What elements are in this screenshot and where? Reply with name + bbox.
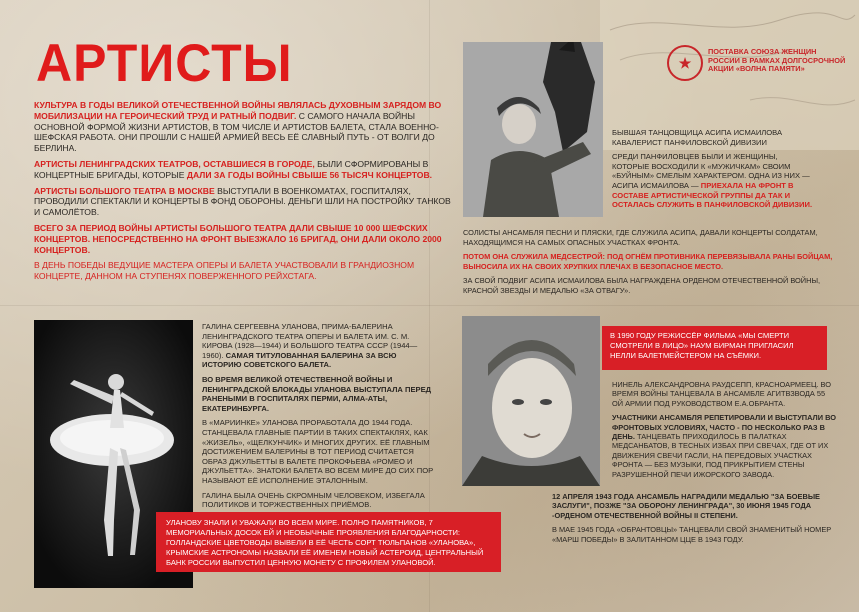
ismailova-photo bbox=[463, 42, 603, 217]
raudsepp-photo bbox=[462, 316, 600, 486]
ulanova-intro: ГАЛИНА СЕРГЕЕВНА УЛАНОВА, ПРИМА-БАЛЕРИНА ЛЕНИНГРАДСКОГО ТЕАТРА ОПЕРЫ И БАЛЕТА ИМ. С. М. КИРОВА (1928—1944) И БОЛЬШОГО ТЕАТРА СССР (1944—1960). bbox=[202, 322, 418, 360]
page-title: АРТИСТЫ bbox=[36, 33, 293, 93]
bolshoi-totals: ВСЕГО ЗА ПЕРИОД ВОЙНЫ АРТИСТЫ БОЛЬШОГО ТЕАТРА ДАЛИ СВЫШЕ 10 000 ШЕФСКИХ КОНЦЕРТОВ. НЕПОСРЕДСТВЕННО НА ФРОНТ ВЫЕЗЖАЛО 16 БРИГАД, ОНИ ДАЛИ ОКОЛО 2000 КОНЦЕРТОВ. bbox=[34, 222, 442, 255]
ismailova-story-red: ПРИЕХАЛА НА ФРОНТ В СОСТАВЕ АРТИСТИЧЕСКОЙ ГРУППЫ ДА ТАК И ОСТАЛАСЬ СЛУЖИТЬ В ПАНФИЛОВСКОЙ ДИВИЗИИ. bbox=[612, 180, 813, 210]
raudsepp-ensemble-text: ТАНЦЕВАТЬ ПРИХОДИЛОСЬ В ПАЛАТКАХ МЕДСАНБАТОВ, В ТЕСНЫХ ИЗБАХ ПРИ СВЕЧАХ, ГДЕ ОТ ИХ ДВИЖЕНИЯ СВЕЧИ ГАСЛИ, НА ПЕРЕДОВЫХ УЧАСТКАХ ФРОНТА — БЕЗ МУЗЫКИ, ПОД ПРИКРЫТИЕМ СТЕНЫ РАЗРУШЕННОЙ ПЕЧИ ИЖОРСКОГО ЗАВОДА. bbox=[612, 432, 829, 479]
ulanova-fact-box: УЛАНОВУ ЗНАЛИ И УВАЖАЛИ ВО ВСЕМ МИРЕ. ПОЛНО ПАМЯТНИКОВ, 7 МЕМОРИАЛЬНЫХ ДОСОК ЕЙ И НЕОБЫЧНЫЕ ПРОЯВЛЕНИЯ БЛАГОДАРНОСТИ: ГОЛЛАНДСКИЕ ЦВЕТОВОДЫ ВЫВЕЛИ В ЕЁ ЧЕСТЬ СОРТ ТЮЛЬПАНОВ «УЛАНОВА», КРЫМСКИЕ АСТРОНОМЫ НАЗВАЛИ ЕЁ ИМЕНЕМ НОВЫЙ АСТЕРОИД, ЦЕНТРАЛЬНЫЙ БАНК РОССИИ ВЫПУСТИЛ ЦЕННУЮ МОНЕТУ С ПРОФИЛЕМ УЛАНОВОЙ. bbox=[156, 512, 501, 572]
ismailova-bio bbox=[612, 128, 817, 215]
victory-day-text: В ДЕНЬ ПОБЕДЫ ВЕДУЩИЕ МАСТЕРА ОПЕРЫ И БАЛЕТА УЧАСТВОВАЛИ В ГРАНДИОЗНОМ КОНЦЕРТЕ, ДАННОМ НА СТУПЕНЯХ ПОВЕРЖЕННОГО РЕЙХСТАГА. bbox=[34, 260, 415, 282]
raudsepp-fact-box: В 1990 ГОДУ РЕЖИССЁР ФИЛЬМА «МЫ СМЕРТИ СМОТРЕЛИ В ЛИЦО» НАУМ БИРМАН ПРИГЛАСИЛ НЕЛЛИ БАЛЕТМЕЙСТЕРОМ НА СЪЁМКИ. bbox=[602, 326, 827, 370]
ulanova-mariinsky-text: В «МАРИИНКЕ» УЛАНОВА ПРОРАБОТАЛА ДО 1944 ГОДА. СТАНЦЕВАЛА ГЛАВНЫЕ ПАРТИИ В ТАКИХ СПЕКТАКЛЯХ, КАК «ЖИЗЕЛЬ», «ЩЕЛКУНЧИК» И МНОГИХ ДРУГИХ. ЕЁ ГЛАВНЫМ ДОСТИЖЕНИЕМ БАЛЕРИНЫ В ТОТ ПЕРИОД СЧИТАЕТСЯ ОБРАЗ ДЖУЛЬЕТТЫ В БАЛЕТЕ ПРОКОФЬЕВА «РОМЕО И ДЖУЛЬЕТТА». ЗНАТОКИ БАЛЕТА ВО ВСЕМ МИРЕ ДО СИХ ПОР НАЗЫВАЮТ ЕЁ ИСПОЛНЕНИЕ ЭТАЛОННЫМ. bbox=[202, 418, 434, 485]
intro-lead-cont: С САМОГО НАЧАЛА ВОЙНЫ ОСНОВНОЙ ФОРМОЙ ЖИЗНИ АРТИСТОВ, В ТОМ ЧИСЛЕ И АРТИСТОВ БАЛЕТА, СТАЛА ВОЕННО-ШЕФСКАЯ РАБОТА. ОНИ ПРОШЛИ С НАШЕЙ АРМИЕЙ ВЕСЬ ЕЁ СЛАВНЫЙ ПУТЬ - ОТ ВОЛГИ ДО БЕРЛИНА. bbox=[34, 110, 439, 154]
leningrad-theatres-text: БЫЛИ СФОРМИРОВАНЫ В КОНЦЕРТНЫЕ БРИГАДЫ, КОТОРЫЕ bbox=[34, 158, 429, 180]
ulanova-war-text: ВО ВРЕМЯ ВЕЛИКОЙ ОТЕЧЕСТВЕННОЙ ВОЙНЫ И ЛЕНИНГРАДСКОЙ БЛОКАДЫ УЛАНОВА ВЫСТУПАЛА ПЕРЕД РАНЕНЫМИ В ГОСПИТАЛЯХ ПЕРМИ, АЛМА-АТЫ, ЕКАТЕРИНБУРГА. bbox=[202, 374, 432, 413]
intro-text bbox=[34, 100, 454, 287]
raudsepp-awards-text: 12 АПРЕЛЯ 1943 ГОДА АНСАМБЛЬ НАГРАДИЛИ МЕДАЛЬЮ "ЗА БОЕВЫЕ ЗАСЛУГИ", ПОЗЖЕ "ЗА ОБОРОНУ ЛЕНИНГРАДА", 30 ИЮНЯ 1945 ГОДА -ОРДЕНОМ ОТЕЧЕСТВЕННОЙ ВОЙНЫ II СТЕПЕНИ. bbox=[552, 492, 820, 520]
intro-lead: КУЛЬТУРА В ГОДЫ ВЕЛИКОЙ ОТЕЧЕСТВЕННОЙ ВОЙНЫ ЯВЛЯЛАСЬ ДУХОВНЫМ ЗАРЯДОМ ВО МОБИЛИЗАЦИИ НА ГЕРОИЧЕСКИЙ ТРУД И РАТНЫЙ ПОДВИГ. bbox=[34, 100, 442, 121]
bolshoi-text: ВЫСТУПАЛИ В ВОЕНКОМАТАХ, ГОСПИТАЛЯХ, ПРОВОДИЛИ СПЕКТАКЛИ И КОНЦЕРТЫ В ФОНД ОБОРОНЫ. ДЕНЬГИ ШЛИ НА ПОСТРОЙКУ ТАНКОВ И САМОЛЁТОВ. bbox=[34, 185, 451, 218]
star-seal-icon: ★ bbox=[667, 45, 703, 81]
ismailova-ensemble bbox=[463, 228, 838, 301]
raudsepp-awards bbox=[552, 492, 837, 549]
leningrad-theatres-lead: АРТИСТЫ ЛЕНИНГРАДСКИХ ТЕАТРОВ, ОСТАВШИЕСЯ В ГОРОДЕ, bbox=[34, 158, 315, 169]
ismailova-ensemble-text: СОЛИСТЫ АНСАМБЛЯ ПЕСНИ И ПЛЯСКИ, ГДЕ СЛУЖИЛА АСИПА, ДАВАЛИ КОНЦЕРТЫ СОЛДАТАМ, НАХОДЯЩИМСЯ НА САМЫХ ОПАСНЫХ УЧАСТКАХ ФРОНТА. bbox=[463, 228, 818, 247]
ismailova-story: СРЕДИ ПАНФИЛОВЦЕВ БЫЛИ И ЖЕНЩИНЫ, КОТОРЫЕ ВОСХОДИЛИ К «МУЖИЧКАМ» СВОИМ «БУЙНЫМ» СМЕЛЫМ ХАРАКТЕРОМ. ОДНА ИЗ НИХ — АСИПА ИСМАИЛОВА — bbox=[612, 152, 810, 190]
ismailova-intro: БЫВШАЯ ТАНЦОВЩИЦА АСИПА ИСМАИЛОВА КАВАЛЕРИСТ ПАНФИЛОВСКОЙ ДИВИЗИИ bbox=[612, 128, 783, 147]
ulanova-title-note: САМАЯ ТИТУЛОВАННАЯ БАЛЕРИНА ЗА ВСЮ ИСТОРИЮ СОВЕТСКОГО БАЛЕТА. bbox=[202, 350, 397, 370]
ismailova-awards-text: ЗА СВОЙ ПОДВИГ АСИПА ИСМАИЛОВА БЫЛА НАГРАЖДЕНА ОРДЕНОМ ОТЕЧЕСТВЕННОЙ ВОЙНЫ, КРАСНОЙ ЗВЕЗДЫ И МЕДАЛЬЮ «ЗА ОТВАГУ». bbox=[463, 276, 821, 295]
ismailova-nurse-text: ПОТОМ ОНА СЛУЖИЛА МЕДСЕСТРОЙ: ПОД ОГНЁМ ПРОТИВНИКА ПЕРЕВЯЗЫВАЛА РАНЫ БОЙЦАМ, ВЫНОСИЛА ИХ НА СВОИХ ХРУПКИХ ПЛЕЧАХ В БЕЗОПАСНОЕ МЕСТО. bbox=[463, 252, 833, 271]
leningrad-concerts-count: ДАЛИ ЗА ГОДЫ ВОЙНЫ СВЫШЕ 56 ТЫСЯЧ КОНЦЕРТОВ. bbox=[186, 169, 433, 180]
raudsepp-ensemble-lead: УЧАСТНИКИ АНСАМБЛЯ РЕПЕТИРОВАЛИ И ВЫСТУПАЛИ ВО ФРОНТОВЫХ УСЛОВИЯХ, ЧАСТО - ПО НЕСКОЛЬКО РАЗ В ДЕНЬ. bbox=[612, 413, 836, 442]
raudsepp-intro: НИНЕЛЬ АЛЕКСАНДРОВНА РАУДСЕПП, КРАСНОАРМЕЕЦ. ВО ВРЕМЯ ВОЙНЫ ТАНЦЕВАЛА В АНСАМБЛЕ АГИТВЗВОДА 55 ОЙ АРМИИ ПОД РУКОВОДСТВОМ Е.А.ОБРАНТА. bbox=[612, 380, 831, 408]
ulanova-modesty-text: ГАЛИНА БЫЛА ОЧЕНЬ СКРОМНЫМ ЧЕЛОВЕКОМ, ИЗБЕГАЛА ПОЛИТИКОВ И ТОРЖЕСТВЕННЫХ ПРИЁМОВ. bbox=[202, 490, 425, 510]
raudsepp-march-text: В МАЕ 1945 ГОДА «ОБРАНТОВЦЫ» ТАНЦЕВАЛИ СВОЙ ЗНАМЕНИТЫЙ НОМЕР «МАРШ ПОБЕДЫ» В ЗАЛИТАННОМ ЦЦЕ В 1943 ГОДУ. bbox=[552, 525, 832, 544]
raudsepp-bio bbox=[612, 380, 837, 484]
ulanova-bio bbox=[202, 322, 434, 515]
bolshoi-lead: АРТИСТЫ БОЛЬШОГО ТЕАТРА В МОСКВЕ bbox=[34, 185, 215, 196]
stamp-caption: ПОСТАВКА СОЮЗА ЖЕНЩИН РОССИИ В РАМКАХ ДОЛГОСРОЧНОЙ АКЦИИ «ВОЛНА ПАМЯТИ» bbox=[708, 47, 846, 74]
